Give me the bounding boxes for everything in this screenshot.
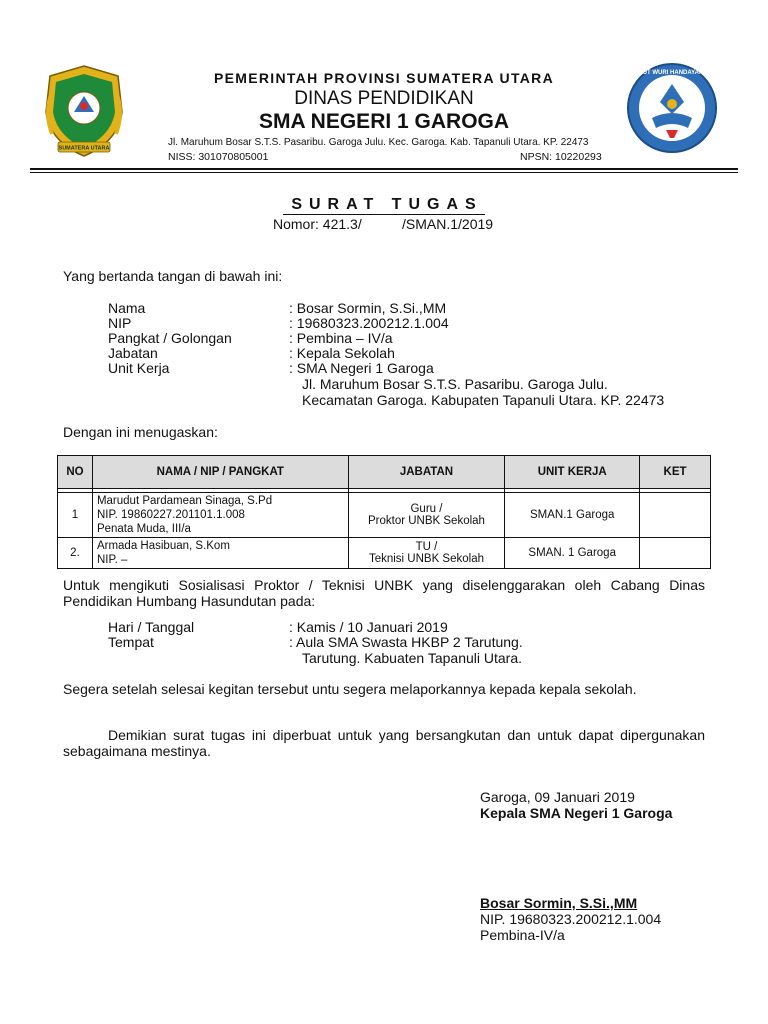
row-pangkat: Penata Muda, III/a [96, 523, 191, 535]
signature-position: Kepala SMA Negeri 1 Garoga [480, 805, 673, 821]
closing-line-2: sebagaimana mestinya. [63, 743, 211, 759]
row-ket [640, 538, 711, 569]
letter-title-text: SURAT TUGAS [283, 196, 484, 215]
table-row [58, 538, 711, 569]
row-jabatan [348, 493, 505, 538]
signature-name: Bosar Sormin, S.Si.,MM [480, 895, 638, 911]
signature-nip: NIP. 19680323.200212.1.004 [480, 911, 662, 927]
letterhead-npsn: NPSN: 10220293 [520, 151, 602, 163]
row-person [92, 493, 348, 538]
report-instruction: Segera setelah selesai kegitan tersebut untu segera melaporkannya kepada kepala sekolah. [63, 681, 637, 697]
table-header-ket: KET [640, 456, 711, 489]
field-label-nip: NIP [108, 315, 132, 331]
field-value-jabatan: : Kepala Sekolah [289, 345, 395, 361]
table-header-unit: UNIT KERJA [505, 456, 640, 489]
purpose-line-2: Pendidikan Humbang Hasundutan pada: [63, 593, 316, 609]
row-nip: NIP. – [96, 554, 128, 566]
field-label-unit-kerja: Unit Kerja [108, 360, 170, 376]
letterhead-department: DINAS PENDIDIKAN [294, 88, 474, 109]
assignment-table [57, 455, 711, 569]
row-jabatan-line-2: Teknisi UNBK Sekolah [368, 553, 484, 565]
table-header-no: NO [58, 456, 93, 489]
row-no: 1 [58, 493, 93, 538]
letterhead-school-name: SMA NEGERI 1 GAROGA [258, 110, 510, 133]
row-person [92, 538, 348, 569]
letter-title [0, 196, 768, 214]
closing-line-1: Demikian surat tugas ini diperbuat untuk yang bersangkutan dan untuk dapat dipergunakan [108, 727, 705, 743]
table-header-row [58, 456, 711, 489]
table-header-jabatan: JABATAN [348, 456, 505, 489]
letterhead-niss: NISS: 301070805001 [168, 151, 269, 163]
field-label-jabatan: Jabatan [108, 345, 158, 361]
row-nip: NIP. 19860227.201101.1.008 [96, 509, 245, 521]
right-logo-ribbon-text: TUT WURI HANDAYANI [639, 70, 705, 76]
row-name: Armada Hasibuan, S.Kom [96, 540, 230, 552]
row-name: Marudut Pardamean Sinaga, S.Pd [96, 495, 273, 507]
row-jabatan-line-1: Guru / [410, 503, 443, 515]
event-place-line-2: Tarutung. Kabuaten Tapanuli Utara. [302, 650, 523, 666]
field-value-pangkat: : Pembina – IV/a [289, 330, 393, 346]
field-label-pangkat: Pangkat / Golongan [108, 330, 232, 346]
signature-place-date: Garoga, 09 Januari 2019 [480, 789, 635, 805]
purpose-line-1: Untuk mengikuti Sosialisasi Proktor / Teknisi UNBK yang diselenggarakan oleh Cabang Dinas [63, 577, 705, 593]
intro-text: Yang bertanda tangan di bawah ini: [63, 268, 283, 284]
letter-number-suffix: /SMAN.1/2019 [402, 216, 494, 232]
unit-address-line-2: Kecamatan Garoga. Kabupaten Tapanuli Utara. KP. 22473 [302, 392, 665, 408]
row-jabatan-line-2: Proktor UNBK Sekolah [367, 515, 485, 527]
field-value-nama: : Bosar Sormin, S.Si.,MM [289, 300, 447, 316]
letterhead-government: PEMERINTAH PROVINSI SUMATERA UTARA [213, 70, 555, 86]
row-jabatan-line-1: TU / [415, 541, 438, 553]
field-label-nama: Nama [108, 300, 146, 316]
table-row [58, 493, 711, 538]
field-value-nip: : 19680323.200212.1.004 [289, 315, 449, 331]
letterhead-rule-thick [30, 168, 738, 170]
row-no: 2. [58, 538, 93, 569]
table-header-name: NAMA / NIP / PANGKAT [92, 456, 348, 489]
event-label-place: Tempat [108, 634, 154, 650]
row-ket [640, 493, 711, 538]
row-unit: SMAN. 1 Garoga [505, 538, 640, 569]
unit-address-line-1: Jl. Maruhum Bosar S.T.S. Pasaribu. Garoga Julu. [302, 376, 608, 392]
left-logo-ribbon-text: SUMATERA UTARA [58, 145, 110, 152]
row-jabatan [348, 538, 505, 569]
event-label-date: Hari / Tanggal [108, 619, 195, 635]
event-value-date: : Kamis / 10 Januari 2019 [289, 619, 448, 635]
event-value-place: : Aula SMA Swasta HKBP 2 Tarutung. [289, 634, 523, 650]
field-value-unit-kerja: : SMA Negeri 1 Garoga [289, 360, 434, 376]
letter-number-prefix: Nomor: 421.3/ [273, 216, 362, 232]
assign-intro-text: Dengan ini menugaskan: [63, 424, 218, 440]
letterhead-rule-thin [30, 172, 738, 173]
row-unit: SMAN.1 Garoga [505, 493, 640, 538]
letterhead-address: Jl. Maruhum Bosar S.T.S. Pasaribu. Garoga Julu. Kec. Garoga. Kab. Tapanuli Utara. KP. 22473 [168, 136, 589, 148]
signature-rank: Pembina-IV/a [480, 927, 565, 943]
